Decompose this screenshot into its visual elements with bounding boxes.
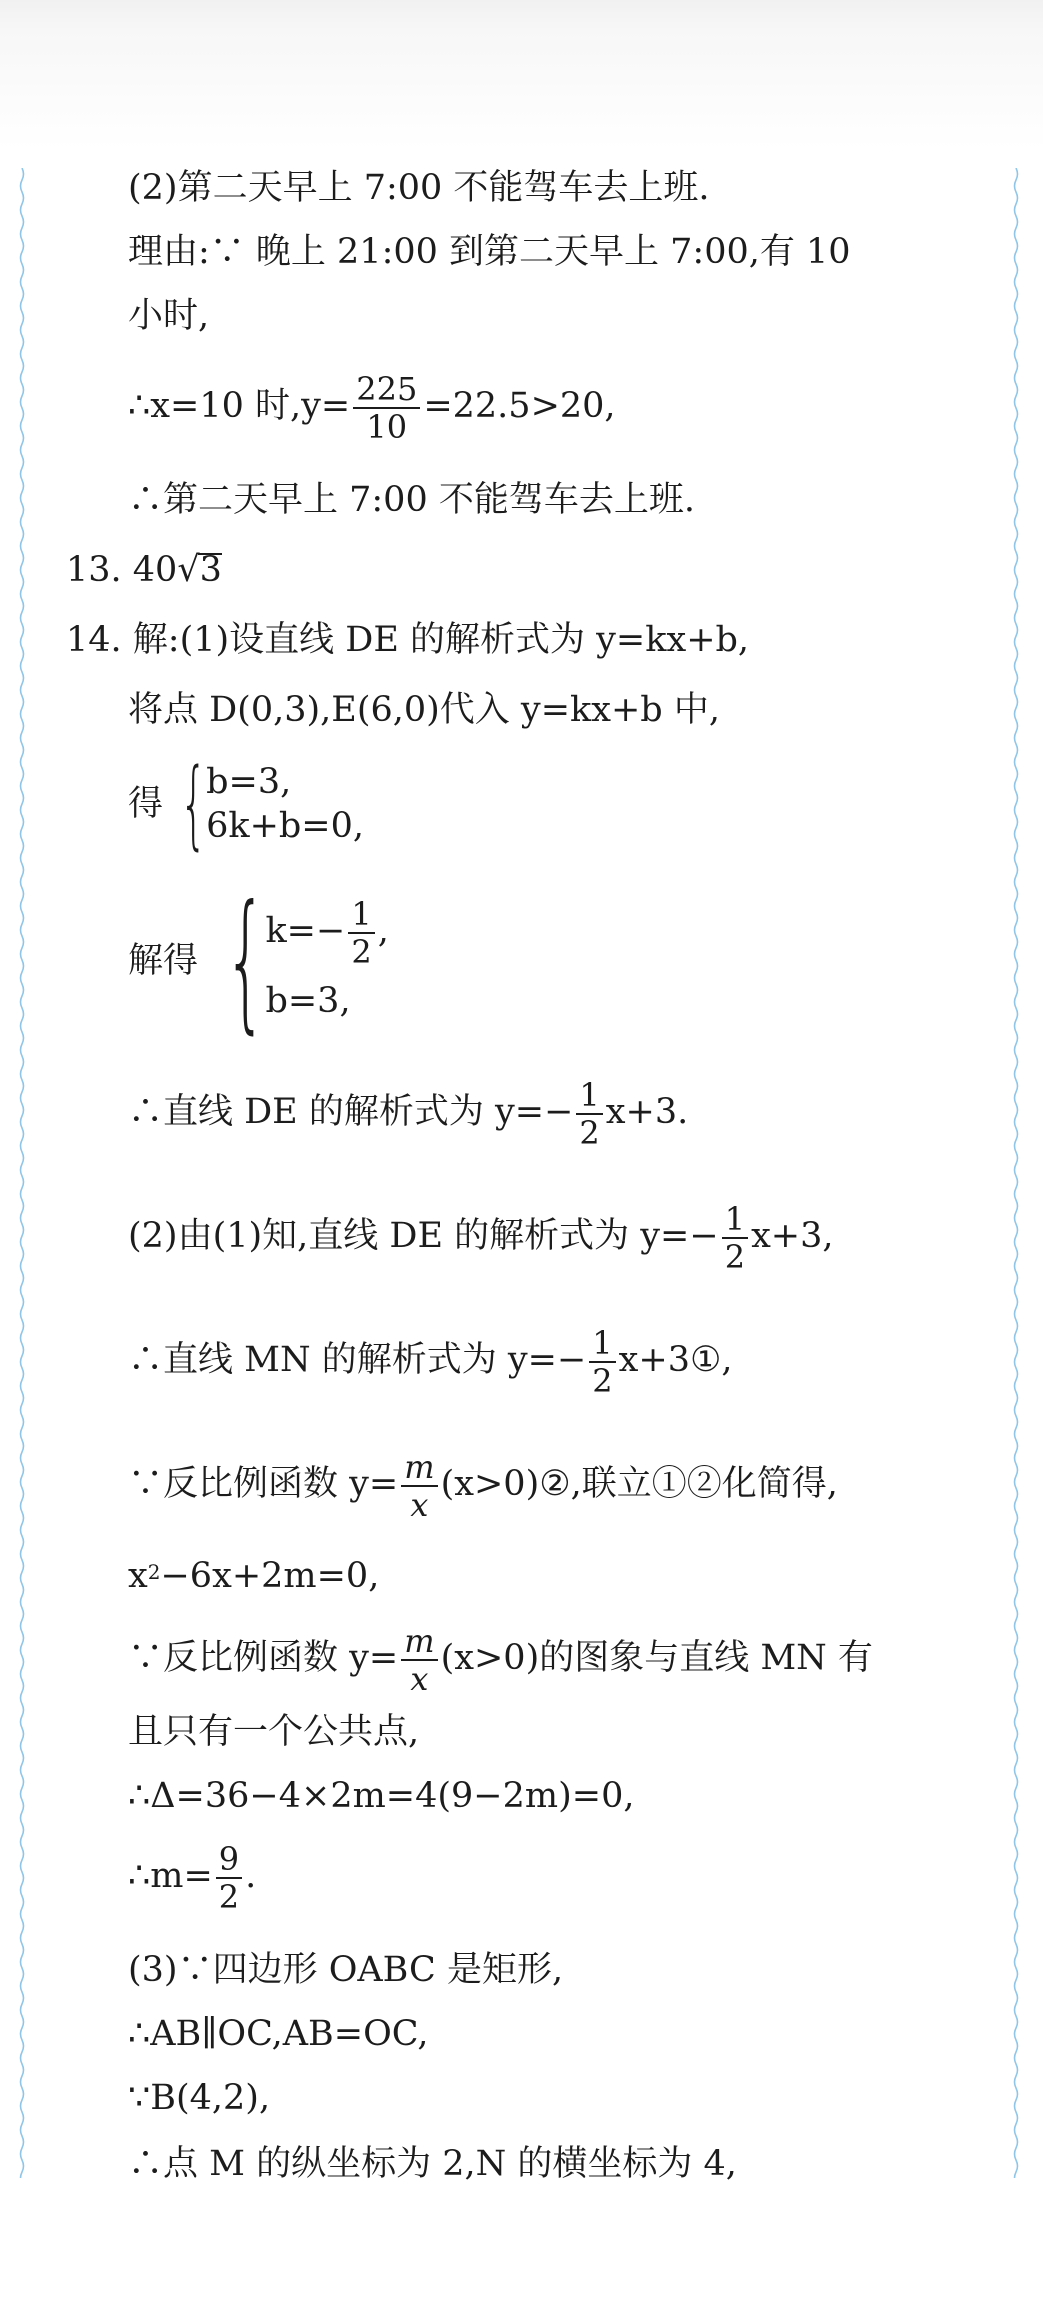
quad-rest: −6x+2m=0, (160, 1556, 380, 1596)
line-substitute: 将点 D(0,3),E(6,0)代入 y=kx+b 中, (128, 690, 720, 730)
left-brace-icon: { (224, 874, 268, 1048)
line-parallel: ∴AB∥OC,AB=OC, (128, 2014, 429, 2054)
fraction-numerator: 1 (722, 1201, 748, 1239)
answer-13-coef: 13. 40 (66, 550, 178, 590)
inverse-tail: (x>0)②,联立①②化简得, (440, 1464, 838, 1504)
fraction-numerator: 9 (216, 1841, 242, 1879)
equation-system (206, 760, 364, 848)
graph-tail: (x>0)的图象与直线 MN 有 (440, 1638, 873, 1678)
line-graph-intersection (128, 1618, 873, 1698)
m-tail: . (245, 1856, 257, 1896)
solution-eq2: b=3, (265, 981, 351, 1021)
fraction-225-10 (353, 371, 420, 445)
sqrt-radicand: 3 (199, 550, 222, 590)
fraction-m-x (401, 1623, 437, 1697)
fraction-denominator: 10 (366, 407, 408, 446)
part2-tail: x+3, (751, 1216, 834, 1256)
part2-lead: (2)由(1)知,直线 DE 的解析式为 y=− (128, 1216, 719, 1256)
line-calc-x10 (128, 366, 616, 446)
line-system (128, 748, 365, 860)
right-wavy-border (1012, 168, 1020, 2178)
line-part2-conclusion: (2)第二天早上 7:00 不能驾车去上班. (128, 168, 710, 208)
line-mn-formula (128, 1320, 732, 1400)
fraction-denominator: x (410, 1485, 429, 1524)
line-solution (128, 874, 389, 1048)
line-reason: 理由:∵ 晚上 21:00 到第二天早上 7:00,有 10 (128, 232, 851, 272)
fraction-1-2 (589, 1325, 615, 1399)
fraction-numerator: 225 (353, 371, 420, 409)
line-rectangle: (3)∵四边形 OABC 是矩形, (128, 1950, 564, 1990)
line-discriminant: ∴Δ=36−4×2m=4(9−2m)=0, (128, 1776, 635, 1816)
line-q14-part1: 14. 解:(1)设直线 DE 的解析式为 y=kx+b, (66, 620, 750, 660)
quad-exponent: 2 (147, 1560, 161, 1584)
line-mn-coords: ∴点 M 的纵坐标为 2,N 的横坐标为 4, (128, 2144, 737, 2184)
line-answer-13 (66, 550, 222, 590)
left-wavy-border (18, 168, 26, 2178)
inverse-lead: ∵反比例函数 y= (128, 1464, 399, 1504)
system-eq2: 6k+b=0, (206, 806, 365, 846)
system-eq1: b=3, (206, 762, 292, 802)
solution-system (265, 891, 388, 1031)
solution-eq1 (265, 891, 388, 971)
system-lead: 得 (128, 784, 164, 824)
fraction-numerator: m (401, 1623, 437, 1661)
line-one-point: 且只有一个公共点, (128, 1712, 420, 1752)
fraction-1-2 (348, 896, 374, 970)
line-m-value (128, 1836, 256, 1916)
fraction-numerator: 1 (576, 1077, 602, 1115)
de-tail: x+3. (605, 1092, 689, 1132)
line-point-b: ∵B(4,2), (128, 2078, 271, 2118)
solution-k-tail: , (377, 911, 389, 951)
fraction-denominator: 2 (351, 932, 372, 971)
mn-tail: x+3①, (618, 1340, 733, 1380)
solution-k-lead: k=− (265, 911, 346, 951)
mn-lead: ∴直线 MN 的解析式为 y=− (128, 1340, 587, 1380)
fraction-numerator: 1 (589, 1325, 615, 1363)
fraction-denominator: x (410, 1659, 429, 1698)
fraction-denominator: 2 (724, 1237, 746, 1276)
fraction-denominator: 2 (579, 1113, 600, 1152)
fraction-denominator: 2 (592, 1361, 613, 1400)
line-part2-from1 (128, 1196, 834, 1276)
solution-lead: 解得 (128, 941, 199, 981)
quad-x: x (128, 1556, 148, 1596)
line-hours: 小时, (128, 296, 210, 336)
fraction-denominator: 2 (218, 1877, 240, 1916)
calc-tail: =22.5>20, (423, 386, 616, 426)
page-top-shadow (0, 0, 1043, 150)
fraction-m-x (401, 1449, 437, 1523)
fraction-numerator: 1 (348, 896, 374, 934)
line-cannot-drive: ∴第二天早上 7:00 不能驾车去上班. (128, 480, 695, 520)
line-de-formula (128, 1072, 688, 1152)
calc-lead: ∴x=10 时,y= (128, 386, 351, 426)
graph-lead: ∵反比例函数 y= (128, 1638, 399, 1678)
line-inverse-function (128, 1444, 838, 1524)
m-lead: ∴m= (128, 1856, 213, 1896)
fraction-1-2 (576, 1077, 602, 1151)
fraction-numerator: m (401, 1449, 437, 1487)
de-lead: ∴直线 DE 的解析式为 y=− (128, 1092, 574, 1132)
left-brace-icon: { (179, 748, 208, 860)
line-quadratic (128, 1556, 379, 1596)
fraction-9-2 (216, 1841, 242, 1915)
fraction-1-2 (722, 1201, 748, 1275)
sqrt-symbol: √ (177, 550, 200, 590)
